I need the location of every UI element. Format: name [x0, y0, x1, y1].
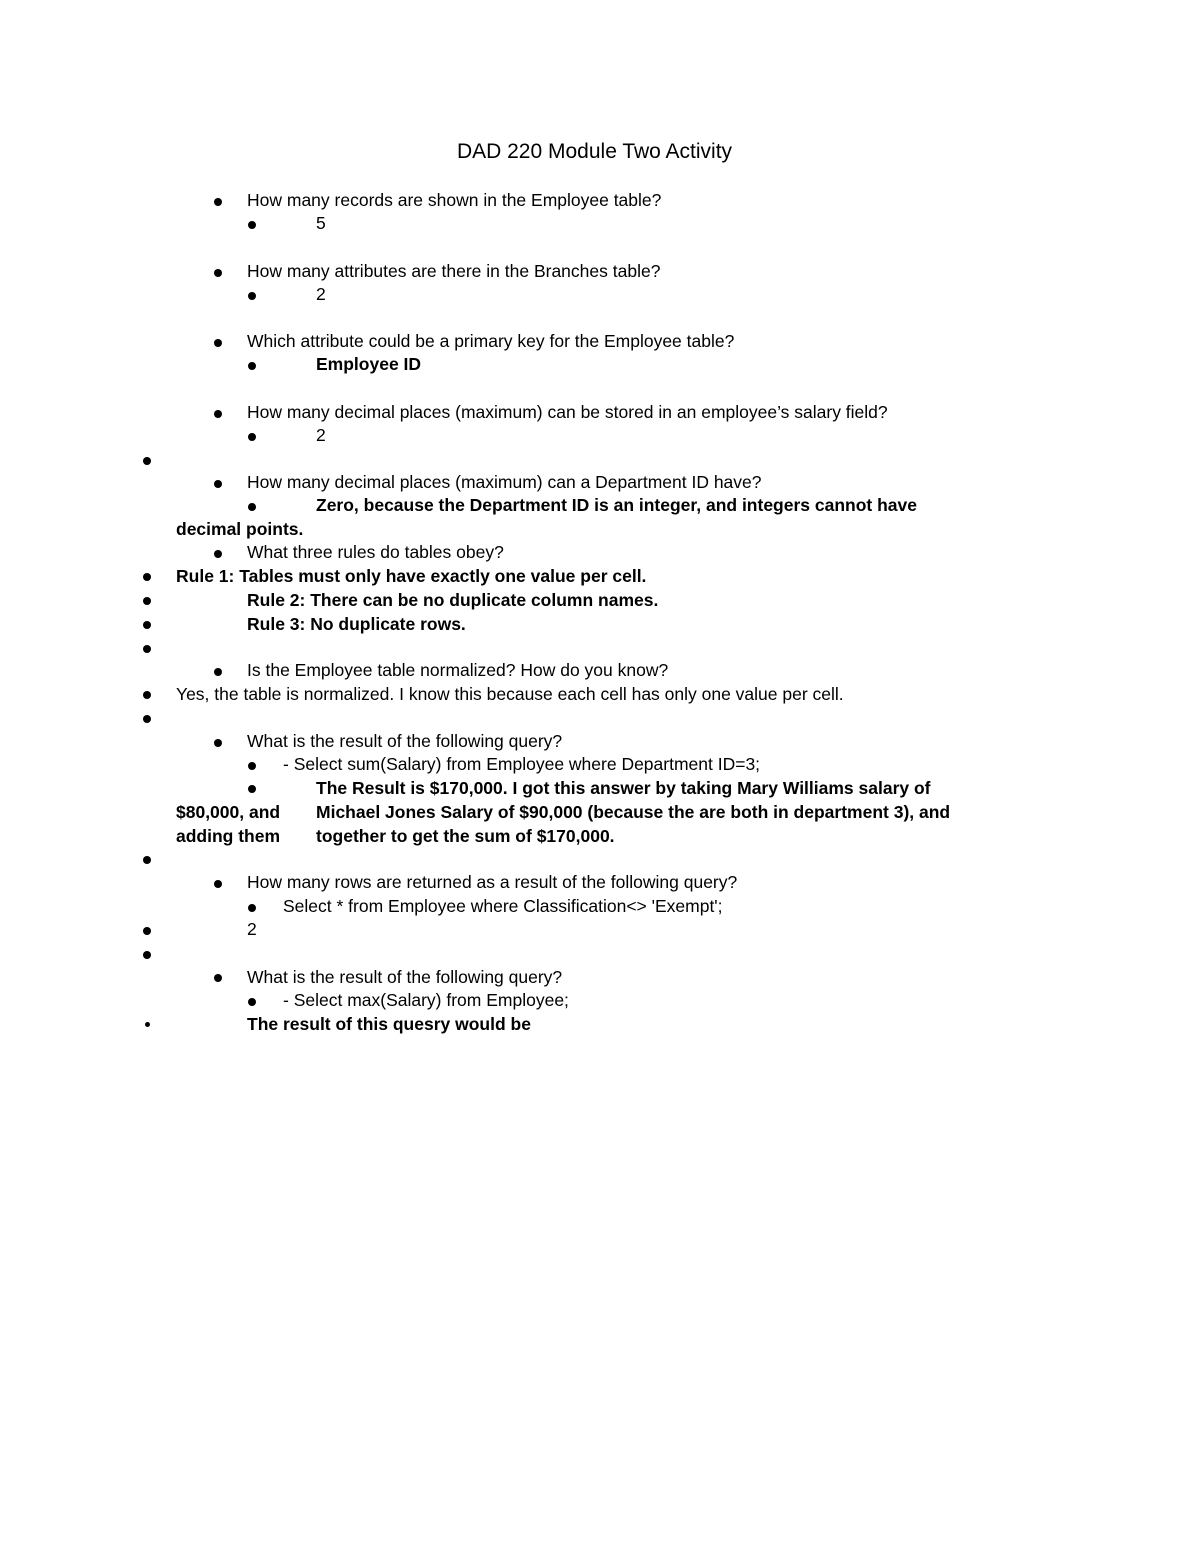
question-6: What three rules do tables obey? — [247, 542, 504, 562]
bullet-icon — [143, 597, 151, 605]
bullet-icon — [143, 951, 151, 959]
answer-8-line3-left: adding them — [176, 826, 281, 846]
bullet-icon — [214, 550, 222, 558]
question-10: What is the result of the following query? — [247, 967, 563, 987]
bullet-icon — [214, 974, 222, 982]
bullet-icon — [248, 998, 256, 1006]
question-2: How many attributes are there in the Branches table? — [247, 261, 661, 281]
bullet-icon — [143, 573, 151, 581]
rule-3: Rule 3: No duplicate rows. — [247, 614, 466, 634]
bullet-icon — [248, 904, 256, 912]
bullet-icon — [143, 927, 151, 935]
bullet-icon — [248, 362, 256, 370]
answer-8-line2-right: Michael Jones Salary of $90,000 (because the are both in department 3), and — [316, 802, 951, 822]
answer-3: Employee ID — [316, 354, 422, 374]
answer-5-line2: decimal points. — [176, 519, 304, 539]
bullet-icon — [143, 457, 151, 465]
question-9: How many rows are returned as a result of the following query? — [247, 872, 738, 892]
query-8: - Select sum(Salary) from Employee where Department ID=3; — [283, 754, 761, 774]
document-title: DAD 220 Module Two Activity — [456, 140, 733, 163]
answer-7: Yes, the table is normalized. I know this because each cell has only one value per cell. — [176, 684, 844, 704]
answer-8-line2-left: $80,000, and — [176, 802, 281, 822]
bullet-icon — [145, 1022, 150, 1027]
bullet-icon — [214, 410, 222, 418]
answer-8-line1: The Result is $170,000. I got this answer by taking Mary Williams salary of — [316, 778, 931, 798]
rule-1: Rule 1: Tables must only have exactly one value per cell. — [176, 566, 647, 586]
query-10: - Select max(Salary) from Employee; — [283, 990, 569, 1010]
rule-2: Rule 2: There can be no duplicate column names. — [247, 590, 659, 610]
query-9: Select * from Employee where Classification<> 'Exempt'; — [283, 896, 723, 916]
bullet-icon — [214, 269, 222, 277]
bullet-icon — [248, 433, 256, 441]
answer-4: 2 — [316, 425, 326, 445]
bullet-icon — [143, 691, 151, 699]
bullet-icon — [248, 762, 256, 770]
question-3: Which attribute could be a primary key for the Employee table? — [247, 331, 735, 351]
bullet-icon — [248, 221, 256, 229]
bullet-icon — [214, 198, 222, 206]
bullet-icon — [248, 292, 256, 300]
question-4: How many decimal places (maximum) can be stored in an employee’s salary field? — [247, 402, 888, 422]
bullet-icon — [214, 668, 222, 676]
question-8: What is the result of the following query? — [247, 731, 563, 751]
bullet-icon — [143, 621, 151, 629]
bullet-icon — [143, 856, 151, 864]
bullet-icon — [214, 480, 222, 488]
bullet-icon — [214, 880, 222, 888]
answer-8-line3-right: together to get the sum of $170,000. — [316, 826, 615, 846]
answer-1: 5 — [316, 213, 326, 233]
answer-2: 2 — [316, 284, 326, 304]
bullet-icon — [248, 503, 256, 511]
bullet-icon — [143, 715, 151, 723]
bullet-icon — [143, 645, 151, 653]
answer-5-line1: Zero, because the Department ID is an integer, and integers cannot have — [316, 495, 917, 515]
answer-10: The result of this quesry would be — [247, 1014, 531, 1034]
bullet-icon — [214, 339, 222, 347]
bullet-icon — [248, 785, 256, 793]
question-1: How many records are shown in the Employee table? — [247, 190, 662, 210]
question-5: How many decimal places (maximum) can a Department ID have? — [247, 472, 762, 492]
answer-9: 2 — [247, 919, 257, 939]
question-7: Is the Employee table normalized? How do you know? — [247, 660, 669, 680]
bullet-icon — [214, 739, 222, 747]
